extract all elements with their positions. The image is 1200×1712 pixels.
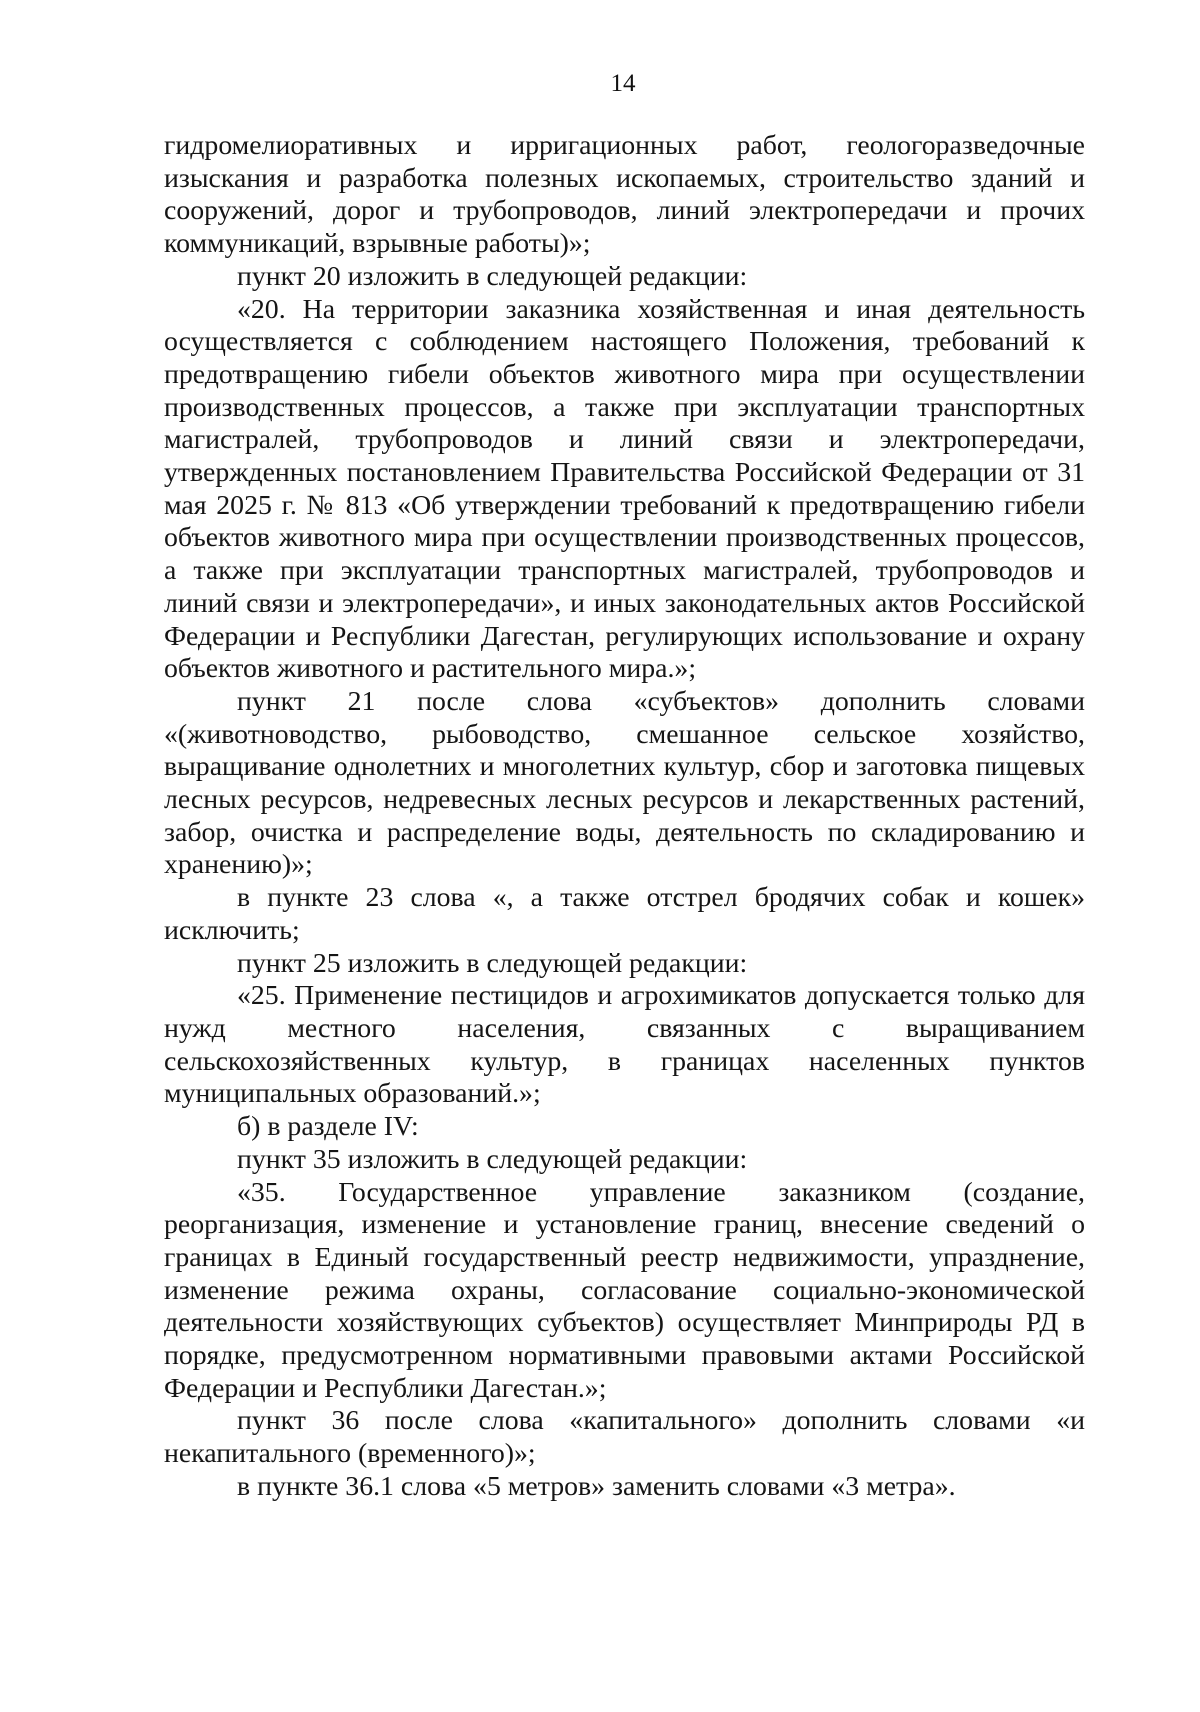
paragraph-item-23: в пункте 23 слова «, а также отстрел бродячих собак и кошек» исключить;: [164, 882, 1085, 946]
paragraph-item-20-intro: пункт 20 изложить в следующей редакции:: [237, 260, 748, 292]
paragraph-section-iv: б) в разделе IV:: [237, 1111, 419, 1143]
paragraph-item-21: пункт 21 после слова «субъектов» дополнить словами «(животноводство, рыбоводство, смешанное сельское хозяйство, выращивание однолетних и многолетних культур, сбор и заготовка пищевых лесных ресурсов, недревесных лесных ресурсов и лекарственных растений, забор, очистка и распределение воды, деятельность по складированию и хранению)»;: [164, 685, 1085, 881]
page-number: 14: [610, 70, 636, 97]
paragraph-item-25-intro: пункт 25 изложить в следующей редакции:: [237, 947, 748, 979]
document-body: [164, 130, 1085, 1504]
paragraph-item-35-text: «35. Государственное управление заказником (создание, реорганизация, изменение и установление границ, внесение сведений о границах в Единый государственный реестр недвижимости, упразднение, изменение режима охраны, согласование социально-экономической деятельности хозяйствующих субъектов) осуществляет Минприроды РД в порядке, предусмотренном нормативными правовыми актами Российской Федерации и Республики Дагестан.»;: [164, 1176, 1085, 1404]
paragraph-item-20-text: «20. На территории заказника хозяйственная и иная деятельность осуществляется с соблюдением настоящего Положения, требований к предотвращению гибели объектов животного мира при осуществлении производственных процессов, а также при эксплуатации транспортных магистралей, трубопроводов и линий связи и электропередачи, утвержденных постановлением Правительства Российской Федерации от 31 мая 2025 г. № 813 «Об утверждении требований к предотвращению гибели объектов животного мира при осуществлении производственных процессов, а также при эксплуатации транспортных магистралей, трубопроводов и линий связи и электропередачи», и иных законодательных актов Российской Федерации и Республики Дагестан, регулирующих использование и охрану объектов животного и растительного мира.»;: [164, 293, 1085, 685]
paragraph-item-35-intro: пункт 35 изложить в следующей редакции:: [237, 1143, 748, 1175]
paragraph-item-36: пункт 36 после слова «капитального» дополнить словами «и некапитального (временного)»;: [164, 1405, 1085, 1470]
paragraph-item-36-1: в пункте 36.1 слова «5 метров» заменить словами «3 метра».: [237, 1470, 956, 1502]
paragraph-continuation: гидромелиоративных и ирригационных работ, геологоразведочные изыскания и разработка полезных ископаемых, строительство зданий и сооружений, дорог и трубопроводов, линий электропередачи и прочих коммуникаций, взрывные работы)»;: [164, 130, 1085, 260]
paragraph-item-25-text: «25. Применение пестицидов и агрохимикатов допускается только для нужд местного населения, связанных с выращиванием сельскохозяйственных культур, в границах населенных пунктов муниципальных образований.»;: [164, 980, 1085, 1110]
